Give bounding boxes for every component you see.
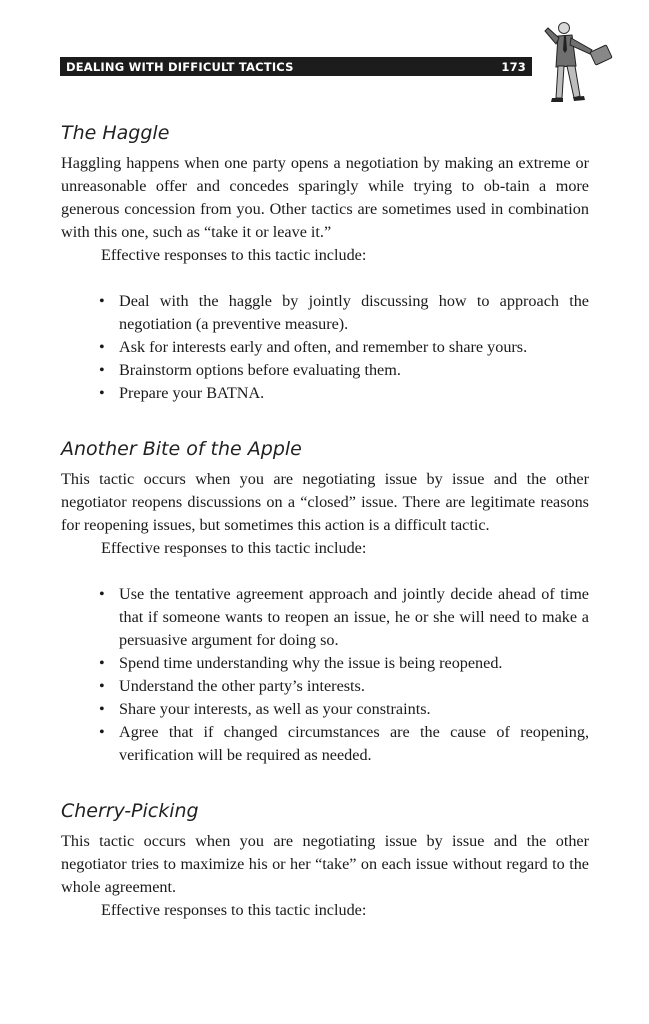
body-paragraph: Effective responses to this tactic include: (101, 539, 367, 557)
section-cherry-picking (61, 798, 589, 922)
bullet-icon: • (99, 677, 105, 695)
bullet-icon: • (99, 700, 105, 718)
bullet-icon: • (99, 361, 105, 379)
list-item: • Share your interests, as well as your constraints. (99, 698, 589, 721)
body-paragraph: This tactic occurs when you are negotiating issue by issue and the other negotiator tries to maximize his or her “take” on each issue without regard to the whole agreement. (61, 832, 589, 896)
body-paragraph: This tactic occurs when you are negotiating issue by issue and the other negotiator reopens discussions on a “closed” issue. There are legitimate reasons for reopening issues, but sometimes this action is a difficult tactic. (61, 470, 589, 534)
list-item: • Spend time understanding why the issue is being reopened. (99, 652, 589, 675)
list-item: • Understand the other party’s interests. (99, 675, 589, 698)
list-item: • Use the tentative agreement approach and jointly decide ahead of time that if someone wants to reopen an issue, he or she will need to make a persuasive argument for doing so. (99, 585, 589, 649)
list-item: • Deal with the haggle by jointly discussing how to approach the negotiation (a preventive measure). (99, 292, 589, 333)
running-header (60, 57, 532, 76)
body-paragraph: Effective responses to this tactic include: (101, 246, 367, 264)
page-number: 173 (501, 59, 526, 74)
section-heading: The Haggle (61, 122, 170, 144)
bullet-list (61, 583, 589, 767)
businessman-with-briefcase-illustration (540, 20, 620, 112)
bullet-icon: • (99, 292, 105, 310)
body-paragraph: Effective responses to this tactic include: (101, 901, 367, 919)
bullet-icon: • (99, 723, 105, 741)
bullet-list (61, 290, 589, 405)
section-another-bite-of-the-apple (61, 436, 589, 767)
bullet-icon: • (99, 384, 105, 402)
list-item: • Ask for interests early and often, and remember to share yours. (99, 336, 589, 359)
page-body (61, 120, 589, 953)
bullet-icon: • (99, 338, 105, 356)
body-paragraph: Haggling happens when one party opens a negotiation by making an extreme or unreasonable offer and concedes sparingly while trying to ob-tain a more generous concession from you. Other tactics are sometimes used in combination with this one, such as “take it or leave it.” (61, 154, 589, 241)
running-title: DEALING WITH DIFFICULT TACTICS (66, 59, 294, 74)
section-heading: Another Bite of the Apple (61, 438, 302, 460)
list-item: • Agree that if changed circumstances are the cause of reopening, verification will be required as needed. (99, 723, 589, 764)
bullet-icon: • (99, 654, 105, 672)
list-item: • Brainstorm options before evaluating them. (99, 359, 589, 382)
section-the-haggle (61, 120, 589, 405)
list-item: • Prepare your BATNA. (99, 382, 589, 405)
bullet-icon: • (99, 585, 105, 603)
section-heading: Cherry-Picking (61, 800, 199, 822)
